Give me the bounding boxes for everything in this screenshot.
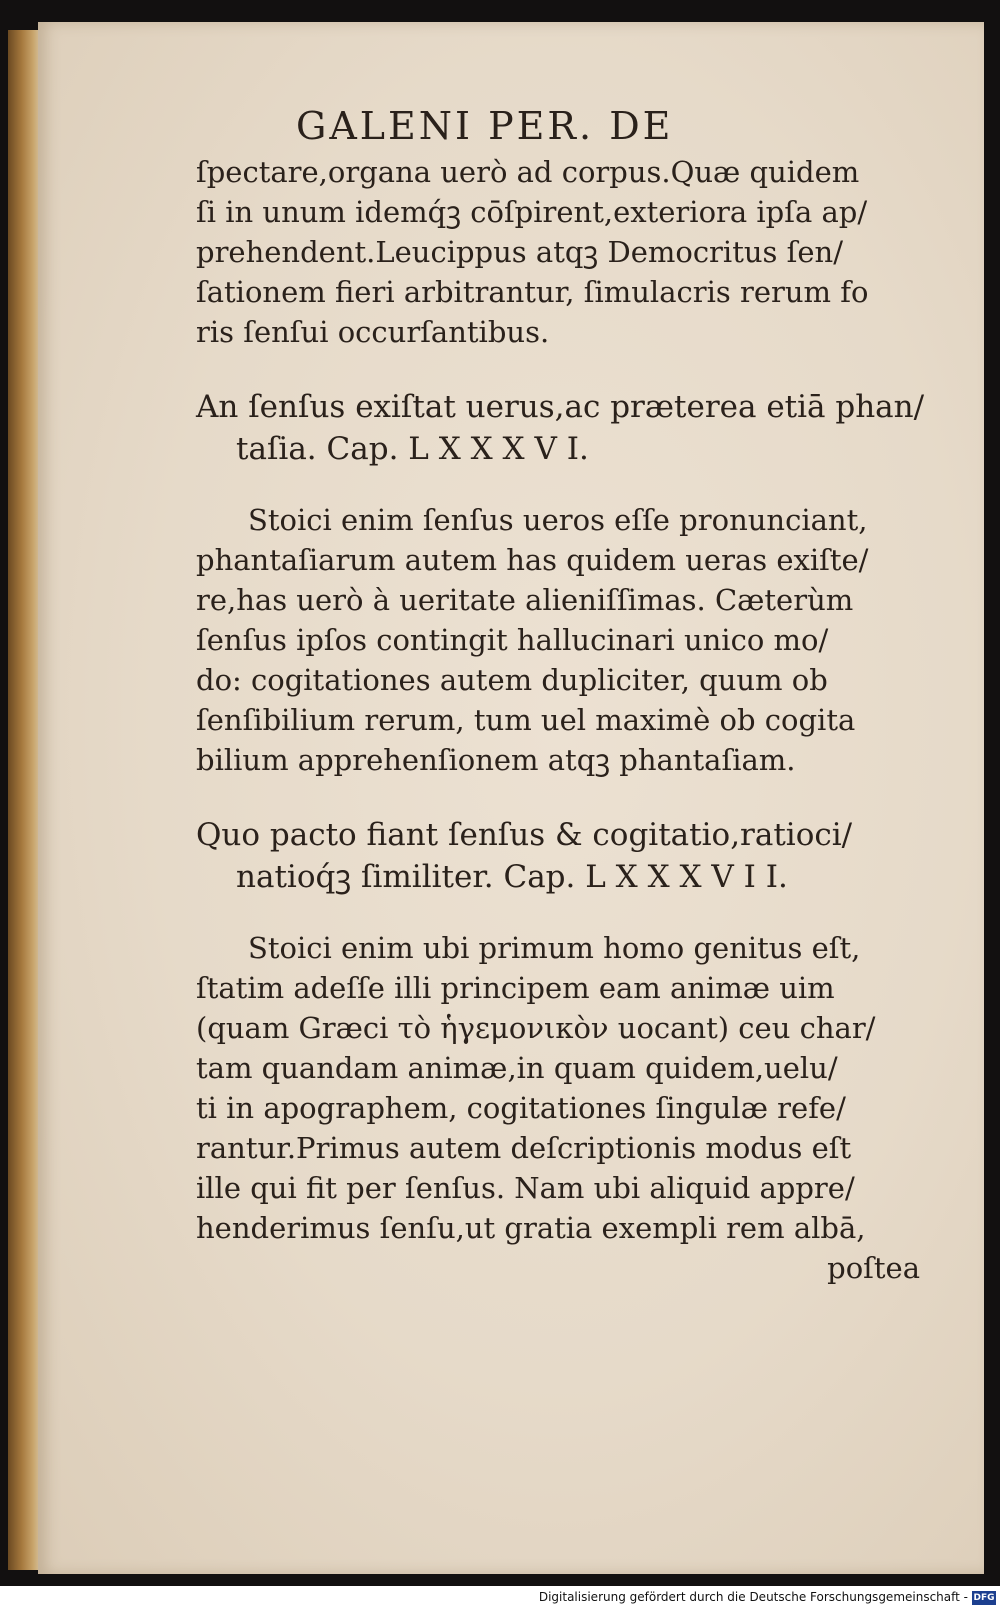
spacer: [196, 352, 946, 386]
footer-credit: Digitalisierung gefördert durch die Deutsche Forschungsgemeinschaft -: [538, 1590, 968, 1604]
catchword: poſtea: [827, 1251, 920, 1285]
text-line: ſtatim adeſſe illi principem eam animæ uim: [196, 971, 835, 1005]
text-line: ſenſus ipſos contingit hallucinari unico mo/: [196, 623, 829, 657]
text-line: henderimus ſenſu,ut gratia exempli rem albā,: [196, 1211, 866, 1245]
text-line: Stoici enim ubi primum homo genitus eſt,: [248, 931, 861, 965]
text-line: phantaſiarum autem has quidem ueras exiſte/: [196, 543, 869, 577]
heading-line: Quo pacto fiant ſenſus & cogitatio,ratioci/: [196, 817, 853, 853]
text-line: do: cogitationes autem dupliciter, quum ob: [196, 663, 828, 697]
text-line: ſi in unum idemq́ꝫ cōſpirent,exteriora ipſa ap/: [196, 195, 868, 229]
chapter-86-body: [196, 500, 946, 780]
spacer: [196, 470, 946, 500]
text-line: bilium apprehenſionem atqꝫ phantaſiam.: [196, 743, 796, 777]
heading-line: taſia. Cap. L X X X V I.: [236, 431, 589, 467]
text-line: tam quandam animæ,in quam quidem,uelu/: [196, 1051, 838, 1085]
text-line: (quam Græci τὸ ἡγεμονικὸν uocant) ceu char/: [196, 1011, 876, 1045]
digitization-footer: [0, 1586, 1000, 1612]
text-line: Stoici enim ſenſus ueros eſſe pronunciant,: [248, 503, 868, 537]
text-line: ille qui fit per ſenſus. Nam ubi aliquid appre/: [196, 1171, 855, 1205]
heading-line: An ſenſus exiſtat uerus,ac præterea etiā phan/: [196, 389, 925, 425]
text-line: prehendent.Leucippus atqꝫ Democritus ſen/: [196, 235, 843, 269]
chapter-87-heading: [196, 814, 946, 898]
text-line: rantur.Primus autem deſcriptionis modus eſt: [196, 1131, 852, 1165]
section-1: [196, 152, 946, 352]
chapter-86-heading: [196, 386, 946, 470]
dfg-logo-icon: DFG: [973, 1593, 995, 1603]
spacer: [196, 898, 946, 928]
text-line: ſpectare,organa uerò ad corpus.Quæ quidem: [196, 155, 860, 189]
page-text: [196, 100, 946, 1288]
chapter-87-body: [196, 928, 946, 1288]
running-head: GALENI PER. DE: [296, 104, 674, 148]
text-line: ti in apographem, cogitationes ſingulæ refe/: [196, 1091, 846, 1125]
text-line: ris ſenſui occurſantibus.: [196, 315, 550, 349]
spacer: [196, 780, 946, 814]
book-edge: [8, 30, 42, 1570]
text-line: ſationem fieri arbitrantur, ſimulacris rerum fo: [196, 275, 869, 309]
text-line: re,has uerò à ueritate alieniſſimas. Cæterùm: [196, 583, 854, 617]
text-line: ſenſibilium rerum, tum uel maximè ob cogita: [196, 703, 856, 737]
heading-line: natioq́ꝫ ſimiliter. Cap. L X X X V I I.: [236, 859, 788, 895]
